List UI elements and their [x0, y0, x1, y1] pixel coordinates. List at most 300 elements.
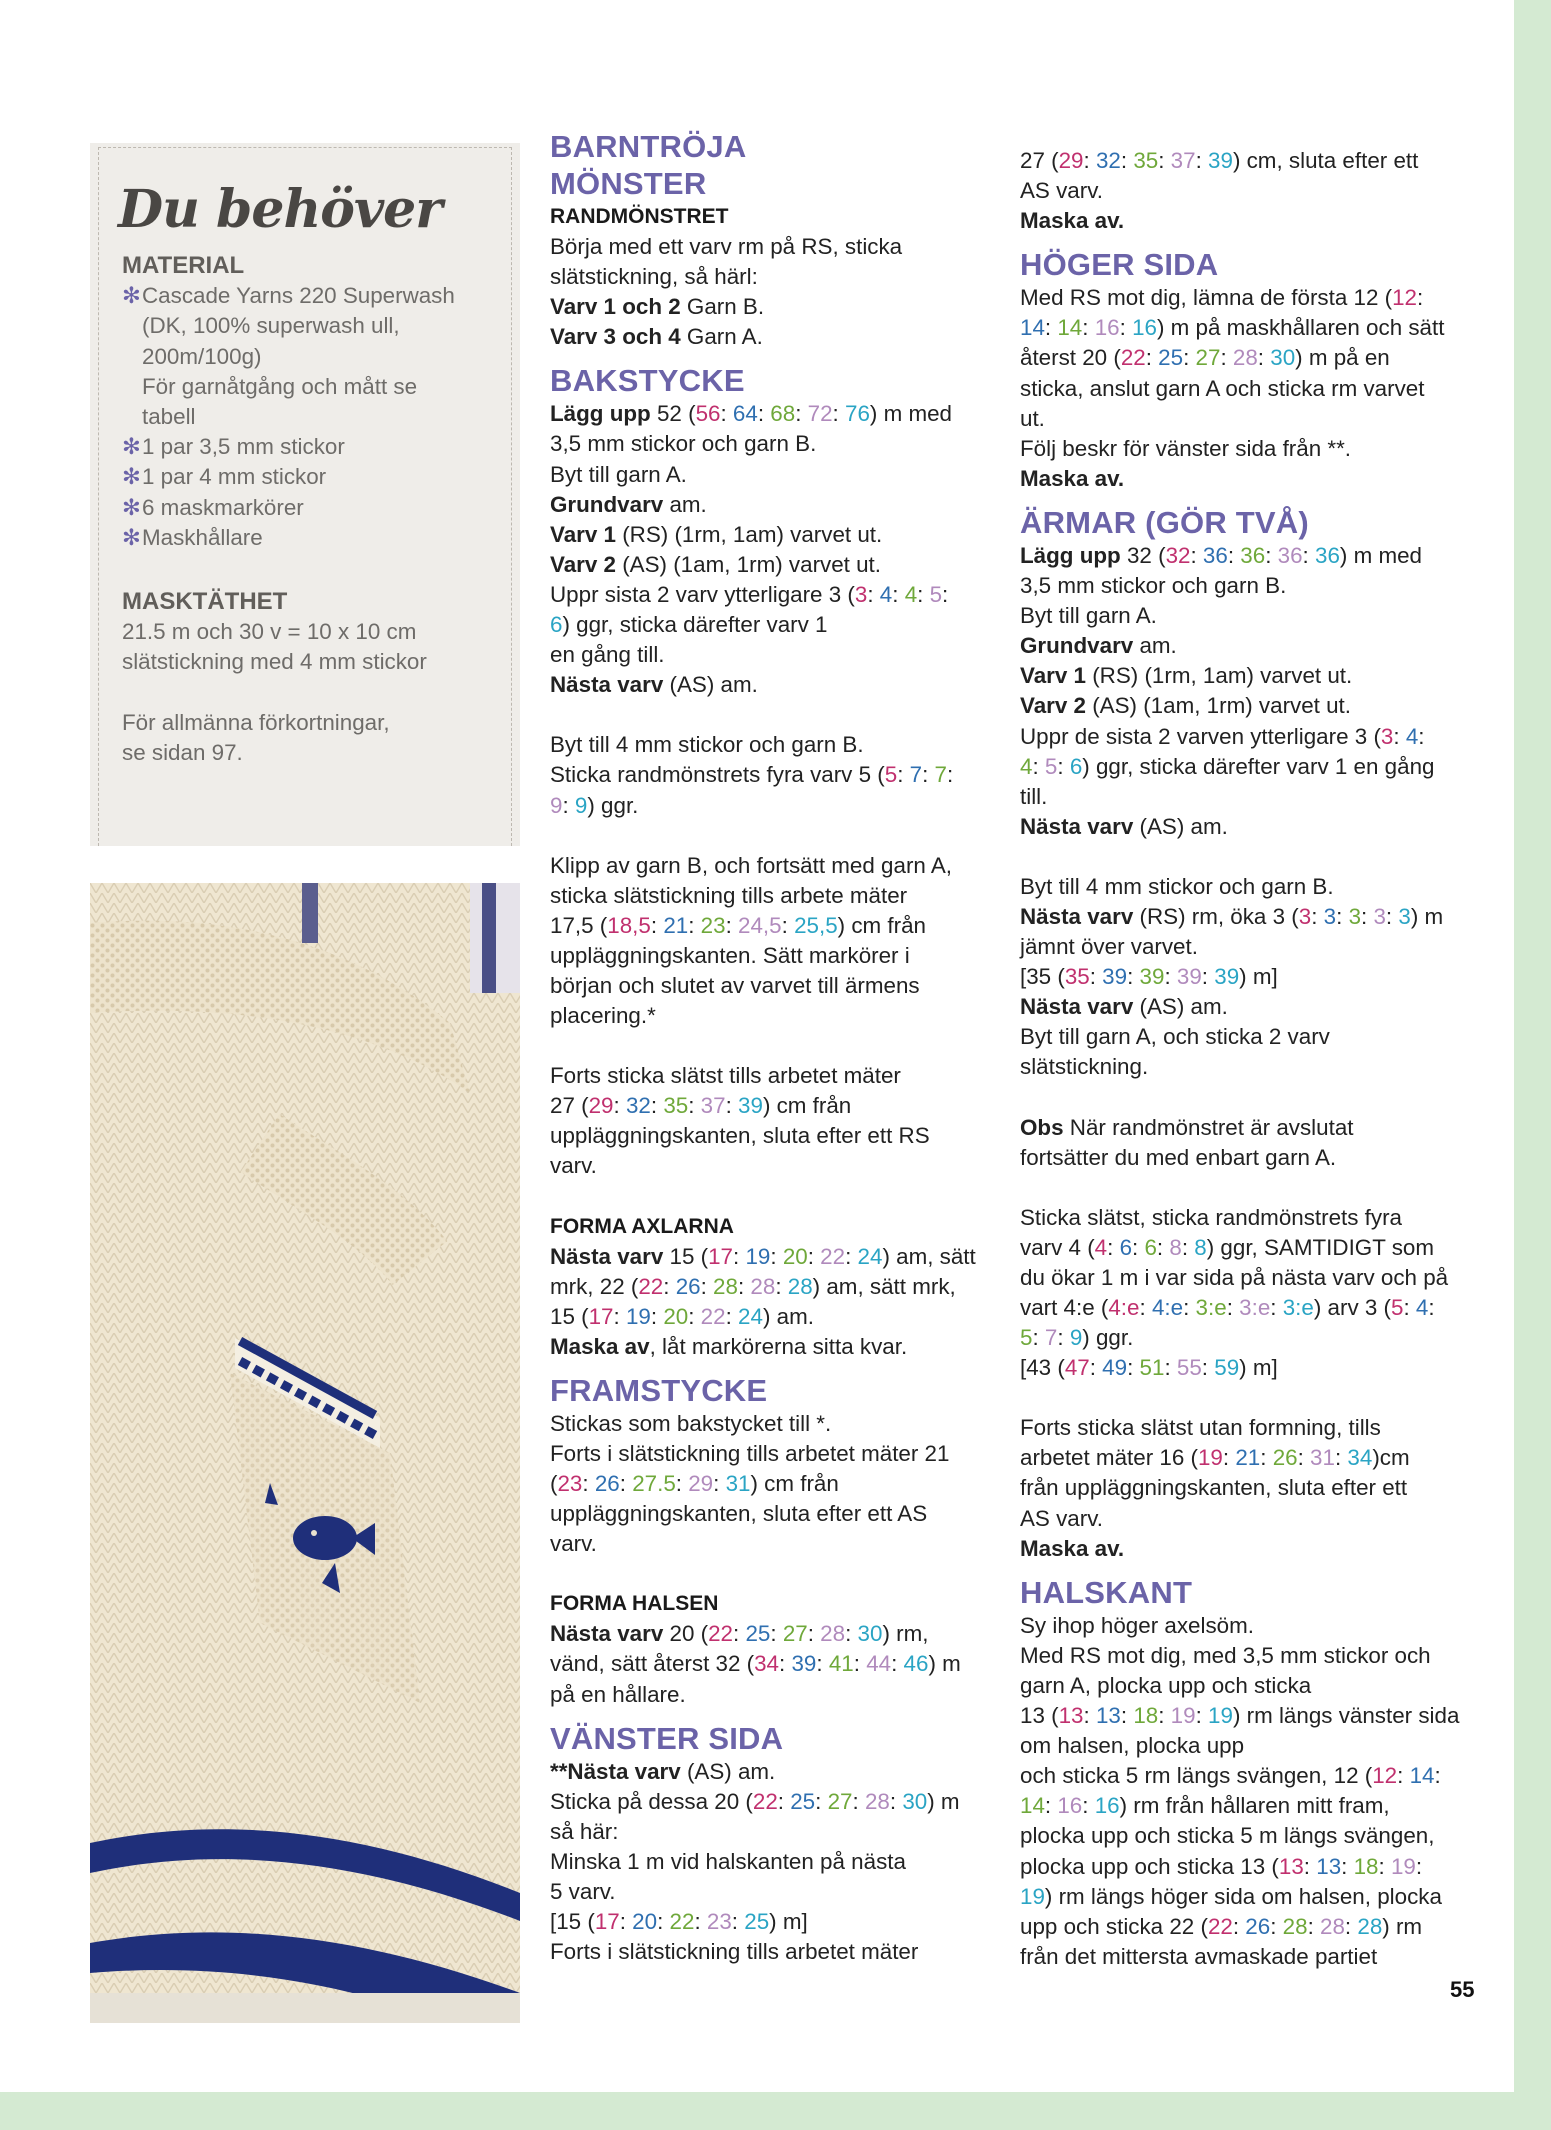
material-item: [122, 281, 502, 432]
asterisk-icon: ✻: [122, 494, 141, 520]
instruction-line: [550, 640, 990, 670]
instruction-line: [550, 292, 990, 322]
sweater-illustration: [90, 883, 520, 2023]
instruction-line: [1020, 1852, 1470, 1882]
text-segment: uppläggningskanten. Sätt markörer i: [550, 942, 910, 968]
bold-term: Nästa varv: [550, 672, 664, 698]
section-heading-vanster-sida: VÄNSTER SIDA: [550, 1720, 784, 1756]
text-segment: Stickas som bakstycket till *.: [550, 1410, 832, 1436]
size-value: 56: [695, 401, 721, 427]
spacer: [550, 352, 990, 362]
text-segment: :: [1183, 345, 1196, 371]
bold-term: Maska av.: [1020, 208, 1125, 234]
text-segment: 3,5 mm stickor och garn B.: [1020, 573, 1287, 599]
size-value: 24,5: [738, 912, 782, 938]
text-segment: :: [731, 1909, 745, 1935]
text-segment: :: [1156, 1234, 1170, 1260]
size-value: 59: [1214, 1355, 1240, 1381]
size-value: 20: [663, 1303, 689, 1329]
text-segment: :: [1057, 753, 1070, 779]
instruction-line: [1020, 1942, 1470, 1972]
size-value: 27: [782, 1621, 808, 1647]
size-value: 26: [1245, 1913, 1271, 1939]
gauge-line: slätstickning med 4 mm stickor: [122, 649, 427, 675]
size-value: 34: [754, 1651, 780, 1677]
instruction-line: [550, 460, 990, 490]
text-segment: AS varv.: [1020, 1505, 1103, 1531]
text-segment: :: [1393, 723, 1406, 749]
size-value: 39: [1102, 964, 1128, 990]
size-value: 28: [713, 1273, 738, 1299]
text-segment: Uppr sista 2 varv ytterligare 3 (: [550, 581, 855, 607]
text-segment: slätstickning.: [1020, 1054, 1149, 1080]
size-value: 22: [752, 1788, 778, 1814]
text-segment: :: [1270, 1913, 1283, 1939]
text-segment: 15 (: [663, 1243, 709, 1269]
bold-term: Maska av.: [1020, 1535, 1125, 1561]
size-value: 26: [675, 1273, 701, 1299]
text-segment: :: [1139, 1295, 1152, 1320]
text-segment: :: [1307, 1913, 1321, 1939]
text-segment: fortsätter du med enbart garn A.: [1020, 1144, 1337, 1170]
bold-term: Nästa varv: [550, 1621, 664, 1647]
text-segment: När randmönstret är avslutat: [1063, 1114, 1354, 1140]
instruction-line: [550, 791, 990, 821]
text-segment: :: [725, 912, 739, 938]
text-segment: :: [1222, 1445, 1236, 1471]
text-segment: :: [688, 1303, 701, 1329]
text-segment: :: [1181, 1234, 1195, 1260]
instruction-line: [550, 1649, 990, 1679]
text-segment: :: [725, 1093, 739, 1119]
size-value: 12: [1392, 285, 1418, 311]
text-segment: till.: [1020, 783, 1048, 809]
size-value: 31: [725, 1471, 751, 1497]
text-segment: varv 4 (: [1020, 1234, 1095, 1260]
section-heading-hoger-sida: HÖGER SIDA: [1020, 247, 1219, 283]
size-value: 72: [807, 401, 833, 427]
instruction-line: [1020, 1641, 1470, 1671]
size-value: 46: [903, 1651, 929, 1677]
text-segment: arbetet mäter 16 (: [1020, 1445, 1198, 1471]
size-value: 18: [1353, 1853, 1379, 1879]
instruction-line: [550, 1787, 990, 1817]
size-value: 19: [1390, 1853, 1416, 1879]
text-segment: :: [947, 762, 954, 788]
instruction-line: [1020, 464, 1470, 494]
text-segment: Börja med ett varv rm på RS, sticka: [550, 234, 903, 259]
spacer: [1020, 1564, 1470, 1574]
text-segment: :: [1201, 1355, 1215, 1381]
text-segment: från det mittersta avmaskade partiet: [1020, 1943, 1378, 1969]
size-value: 18: [1133, 1703, 1159, 1729]
material-item-line: (DK, 100% superwash ull,: [142, 313, 400, 339]
material-item-line: För garnåtgång och mått se: [142, 373, 418, 399]
instruction-line: [1020, 872, 1470, 902]
instruction-line: [1020, 631, 1470, 661]
text-segment: ) rm längs höger sida om halsen, plocka: [1044, 1883, 1442, 1909]
text-segment: 15 (: [550, 1303, 589, 1329]
section-heading-randmonstret: RANDMÖNSTRET: [550, 205, 729, 228]
material-item-line: 1 par 3,5 mm stickor: [142, 434, 345, 460]
text-segment: Sticka slätst, sticka randmönstrets fyra: [1020, 1204, 1403, 1230]
text-segment: :: [1227, 542, 1241, 568]
sweater-photo: [90, 883, 520, 2023]
text-segment: :: [562, 792, 575, 818]
text-segment: :: [897, 762, 910, 788]
text-segment: :: [1107, 1234, 1120, 1260]
material-item-line: 6 maskmarkörer: [142, 494, 304, 520]
text-segment: sticka, anslut garn A och sticka rm varvet: [1020, 375, 1425, 401]
instruction-line: [550, 971, 990, 1001]
text-segment: :: [1344, 1913, 1358, 1939]
size-value: 19: [625, 1303, 651, 1329]
size-value: 29: [688, 1471, 714, 1497]
size-value: 39: [791, 1651, 817, 1677]
text-segment: :: [1183, 1295, 1196, 1320]
bold-term: Varv 1: [1020, 663, 1086, 689]
text-segment: vart 4:e (: [1020, 1295, 1109, 1320]
material-item-line: tabell: [142, 404, 196, 430]
text-segment: :: [619, 1471, 633, 1497]
text-segment: [35 (: [1020, 964, 1065, 990]
gauge-line: 21.5 m och 30 v = 10 x 10 cm: [122, 619, 417, 645]
instruction-line: [1020, 1821, 1470, 1851]
text-segment: :: [1032, 1325, 1045, 1351]
size-value: 3:e: [1195, 1295, 1227, 1320]
text-segment: ) m: [928, 1651, 961, 1677]
text-segment: Garn B.: [680, 294, 765, 320]
text-segment: :: [845, 1243, 858, 1269]
instruction-line: [1020, 1761, 1470, 1791]
text-segment: :: [737, 1273, 751, 1299]
text-segment: :: [663, 1273, 676, 1299]
text-segment: ) m med: [1339, 542, 1423, 568]
size-value: 14: [1020, 315, 1045, 341]
instruction-line: [550, 322, 990, 352]
text-segment: :: [1158, 1703, 1171, 1729]
instruction-line: [1020, 1534, 1470, 1564]
instruction-line: [1020, 1731, 1470, 1761]
text-segment: sticka slätstickning tills arbete mäter: [550, 882, 908, 908]
instruction-line: [1020, 1701, 1470, 1731]
text-segment: ) m med: [869, 401, 953, 427]
instruction-line: [1020, 661, 1470, 691]
size-value: 26: [594, 1471, 620, 1497]
text-segment: Sy ihop höger axelsöm.: [1020, 1612, 1254, 1638]
size-value: 28: [864, 1788, 890, 1814]
instruction-line: [1020, 541, 1470, 571]
text-segment: ) ggr.: [1082, 1325, 1134, 1351]
text-segment: :: [675, 1471, 689, 1497]
text-segment: varv.: [550, 1153, 597, 1179]
text-segment: :: [1089, 1355, 1103, 1381]
instruction-line: [550, 1847, 990, 1877]
size-value: 22: [820, 1243, 846, 1269]
instruction-line: [550, 1121, 990, 1151]
text-segment: :: [852, 1788, 865, 1814]
text-segment: ) cm, sluta efter ett: [1232, 148, 1419, 173]
bold-term: Maska av: [550, 1333, 650, 1359]
text-segment: :: [795, 401, 808, 427]
instruction-line: [550, 550, 990, 580]
size-value: 22: [1207, 1913, 1233, 1939]
size-value: 28: [1232, 345, 1258, 371]
gauge-heading: MASKTÄTHET: [122, 588, 288, 616]
size-value: 41: [828, 1651, 854, 1677]
size-value: 6: [1119, 1234, 1133, 1260]
text-segment: :: [832, 401, 845, 427]
instruction-line: [1020, 1052, 1470, 1082]
text-segment: :: [582, 1471, 595, 1497]
text-segment: :: [1226, 1295, 1240, 1320]
instruction-line: [1020, 1413, 1470, 1443]
size-value: 3: [1298, 903, 1312, 929]
instruction-line: [550, 1757, 990, 1787]
instruction-line: [550, 262, 990, 292]
text-segment: 32 (: [1120, 542, 1166, 568]
text-segment: ) cm från: [837, 912, 926, 938]
size-value: 14: [1409, 1763, 1435, 1789]
text-segment: Byt till garn A.: [1020, 603, 1157, 629]
text-segment: :: [1418, 723, 1425, 749]
text-segment: :: [853, 1651, 867, 1677]
text-segment: (AS) (1am, 1rm) varvet ut.: [616, 551, 882, 577]
instruction-line: [550, 429, 990, 459]
text-segment: [43 (: [1020, 1355, 1065, 1381]
text-segment: återst 20 (: [1020, 345, 1121, 371]
text-segment: ) m: [1410, 903, 1444, 929]
instruction-line: [550, 490, 990, 520]
instruction-line: [1020, 1443, 1470, 1473]
text-segment: (AS) am.: [1133, 994, 1228, 1020]
size-value: 14: [1020, 1793, 1045, 1819]
size-value: 35: [1064, 964, 1090, 990]
instruction-line: [550, 399, 990, 429]
size-value: 21: [1235, 1445, 1261, 1471]
size-value: 29: [588, 1093, 614, 1119]
text-segment: 5 varv.: [550, 1879, 616, 1905]
size-value: 4:e: [1108, 1295, 1140, 1320]
size-value: 22: [1120, 345, 1146, 371]
size-value: 30: [857, 1621, 883, 1647]
text-segment: ) ggr.: [587, 792, 639, 818]
text-segment: Minska 1 m vid halskanten på nästa: [550, 1848, 906, 1874]
size-value: 27.5: [632, 1471, 676, 1497]
size-value: 36: [1202, 542, 1228, 568]
text-segment: :: [1397, 1763, 1410, 1789]
text-segment: :: [1083, 1703, 1096, 1729]
size-value: 76: [845, 401, 870, 427]
size-value: 32: [625, 1093, 651, 1119]
instruction-line: [1020, 1143, 1470, 1173]
text-segment: :: [688, 912, 701, 938]
size-value: 13: [1095, 1703, 1121, 1729]
text-segment: :: [1164, 1355, 1177, 1381]
material-item: [122, 523, 502, 553]
size-value: 6: [550, 612, 563, 638]
bold-term: Lägg upp: [550, 401, 651, 427]
text-segment: :: [725, 1303, 739, 1329]
size-value: 4: [904, 581, 918, 607]
text-segment: Forts i slätstickning tills arbetet mäter: [550, 1939, 919, 1965]
size-value: 5: [1044, 753, 1058, 779]
text-segment: från uppläggningskanten, sluta efter ett: [1020, 1475, 1408, 1501]
text-segment: plocka upp och sticka 13 (: [1020, 1853, 1279, 1879]
bold-term: Nästa varv: [1020, 994, 1134, 1020]
text-segment: (RS) (1rm, 1am) varvet ut.: [1086, 663, 1353, 689]
text-segment: 52 (: [650, 401, 696, 427]
text-segment: :: [1220, 345, 1233, 371]
material-item-line: Cascade Yarns 220 Superwash: [142, 283, 455, 309]
text-segment: AS varv.: [1020, 178, 1103, 204]
bold-term: Maska av.: [1020, 465, 1125, 491]
instruction-line: [550, 1817, 990, 1847]
instruction-line: [1020, 932, 1470, 962]
materials-box: [90, 143, 520, 846]
size-value: 4: [1415, 1295, 1429, 1320]
instruction-line: [550, 1937, 990, 1967]
text-segment: :: [1302, 542, 1315, 568]
size-value: 3: [1323, 903, 1337, 929]
text-segment: ) am.: [762, 1303, 814, 1329]
size-value: 4: [1094, 1234, 1108, 1260]
text-segment: :: [779, 1651, 792, 1677]
size-value: 20: [632, 1909, 658, 1935]
size-value: 3: [854, 581, 868, 607]
spacer: [1020, 842, 1470, 872]
text-segment: (: [550, 1471, 558, 1497]
size-value: 30: [1270, 345, 1296, 371]
text-segment: ) am, sätt: [882, 1243, 976, 1269]
instruction-line: [1020, 1263, 1470, 1293]
size-value: 39: [1214, 964, 1240, 990]
text-segment: ) m]: [1239, 964, 1278, 990]
text-segment: (RS) (1rm, 1am) varvet ut.: [616, 521, 883, 547]
text-segment: 27 (: [1020, 148, 1059, 173]
size-value: 19: [1020, 1883, 1045, 1909]
size-value: 17: [708, 1243, 733, 1269]
text-segment: :: [1265, 542, 1278, 568]
size-value: 28: [1357, 1913, 1383, 1939]
text-segment: ut.: [1020, 405, 1045, 431]
size-value: 18,5: [607, 912, 651, 938]
text-segment: :: [770, 1243, 783, 1269]
size-value: 23: [706, 1909, 732, 1935]
instruction-line: [1020, 283, 1470, 313]
section-heading-framstycke: FRAMSTYCKE: [550, 1372, 768, 1408]
text-segment: :: [1127, 964, 1140, 990]
instruction-line: [550, 911, 990, 941]
text-segment: början och slutet av varvet till ärmens: [550, 972, 920, 998]
size-value: 68: [770, 401, 796, 427]
size-value: 4: [879, 581, 893, 607]
text-segment: Byt till 4 mm stickor och garn B.: [1020, 873, 1334, 899]
text-segment: :: [1311, 903, 1324, 929]
size-value: 19: [745, 1243, 771, 1269]
size-value: 3:e: [1282, 1295, 1314, 1320]
text-segment: ) m]: [1239, 1355, 1278, 1381]
instruction-line: [550, 232, 990, 262]
text-segment: :: [619, 1909, 633, 1935]
size-value: 5: [1391, 1295, 1404, 1320]
spacer: [550, 1559, 990, 1589]
text-segment: :: [867, 581, 880, 607]
size-value: 3: [1398, 903, 1411, 929]
text-segment: :: [694, 1909, 707, 1935]
size-value: 49: [1102, 1355, 1128, 1381]
size-value: 25: [1158, 345, 1184, 371]
size-value: 23: [557, 1471, 583, 1497]
text-segment: :: [781, 912, 795, 938]
text-segment: (RS) rm, öka 3 (: [1133, 903, 1299, 929]
instruction-line: [550, 610, 990, 640]
text-segment: (AS) am.: [680, 1758, 776, 1784]
size-value: 4:e: [1151, 1295, 1184, 1320]
instruction-line: [1020, 1022, 1470, 1052]
text-segment: slätstickning, så härl:: [550, 264, 758, 290]
text-segment: :: [816, 1651, 829, 1677]
text-segment: :: [1334, 1445, 1348, 1471]
instruction-line: [1020, 601, 1470, 631]
instruction-line: [1020, 1504, 1470, 1534]
spacer: [550, 1710, 990, 1720]
instruction-line: [550, 941, 990, 971]
text-segment: :: [1145, 345, 1159, 371]
text-segment: :: [733, 1243, 746, 1269]
spacer: [550, 1031, 990, 1061]
text-segment: :: [713, 1471, 726, 1497]
text-segment: :: [688, 1093, 701, 1119]
text-segment: ) cm från: [750, 1471, 839, 1497]
size-value: 8: [1194, 1234, 1207, 1260]
text-segment: , låt markörerna sitta kvar.: [649, 1333, 908, 1359]
size-value: 22: [700, 1303, 726, 1329]
text-segment: :: [650, 912, 664, 938]
text-segment: am.: [663, 491, 707, 517]
instruction-line: [1020, 343, 1470, 373]
size-value: 17: [588, 1303, 614, 1329]
size-value: 13: [1278, 1853, 1304, 1879]
material-item-line: Maskhållare: [142, 524, 263, 550]
instruction-line: [550, 1061, 990, 1091]
material-item: [122, 493, 502, 523]
size-value: 16: [1132, 315, 1157, 341]
instruction-line: [1020, 1791, 1470, 1821]
size-value: 9: [550, 792, 563, 818]
text-segment: :: [1044, 315, 1058, 341]
instruction-line: [550, 580, 990, 610]
text-segment: ) rm: [1382, 1913, 1423, 1939]
text-segment: :: [917, 581, 930, 607]
instruction-line: [550, 1469, 990, 1499]
text-segment: :: [1257, 345, 1271, 371]
size-value: 28: [750, 1273, 776, 1299]
text-segment: :: [807, 1621, 821, 1647]
size-value: 39: [738, 1093, 763, 1119]
text-segment: vänd, sätt återst 32 (: [550, 1651, 755, 1677]
material-item-line: 200m/100g): [142, 343, 262, 369]
size-value: 5: [929, 581, 943, 607]
size-value: 7: [934, 762, 947, 788]
size-value: 16: [1094, 1793, 1120, 1819]
size-value: 36: [1240, 542, 1266, 568]
text-segment: :: [1083, 148, 1096, 173]
size-value: 36: [1277, 542, 1303, 568]
size-value: 13: [1058, 1703, 1084, 1729]
text-segment: :: [1164, 964, 1177, 990]
size-value: 27: [1195, 345, 1221, 371]
